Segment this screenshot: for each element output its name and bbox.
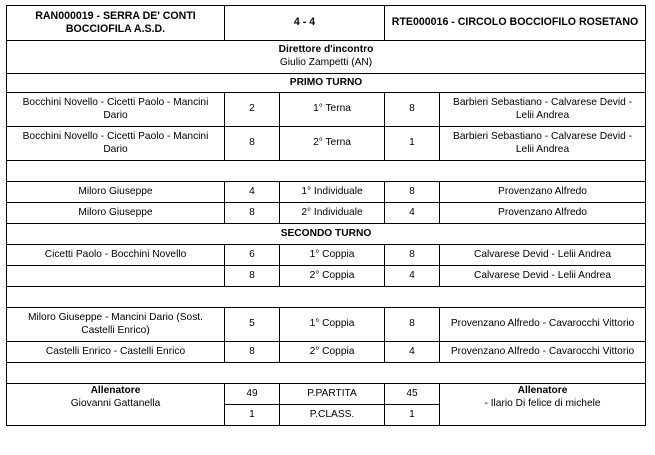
away-players: Calvarese Devid - Lelii Andrea: [440, 245, 646, 266]
second-turn-title: SECONDO TURNO: [7, 224, 646, 245]
footer-row-partita: [7, 384, 646, 405]
table-row: [7, 245, 646, 266]
home-coach-label: Allenatore: [90, 385, 141, 396]
table-row: [7, 93, 646, 127]
away-coach-label: Allenatore: [517, 385, 568, 396]
home-players: Miloro Giuseppe - Mancini Dario (Sost. Castelli Enrico): [7, 308, 225, 342]
away-players: Provenzano Alfredo: [440, 182, 646, 203]
away-team-name: RTE000016 - CIRCOLO BOCCIOFILO ROSETANO: [385, 6, 646, 41]
home-score: 2: [225, 93, 280, 127]
section-title-row: [7, 74, 646, 93]
away-score: 8: [385, 182, 440, 203]
spacer-cell: [7, 363, 646, 384]
away-score: 4: [385, 203, 440, 224]
director-label: Direttore d'incontro: [278, 44, 374, 56]
away-players: Provenzano Alfredo: [440, 203, 646, 224]
table-row: [7, 127, 646, 161]
partita-label: P.PARTITA: [280, 384, 385, 405]
away-partita-points: 45: [385, 384, 440, 405]
game-type: 1° Individuale: [280, 182, 385, 203]
match-score: 4 - 4: [225, 6, 385, 41]
away-players: Barbieri Sebastiano - Calvarese Devid - Lelii Andrea: [440, 127, 646, 161]
home-score: 6: [225, 245, 280, 266]
first-turn-title: PRIMO TURNO: [7, 74, 646, 93]
table-row: [7, 203, 646, 224]
game-type: 2° Coppia: [280, 266, 385, 287]
home-score: 5: [225, 308, 280, 342]
match-report-table: [6, 5, 646, 426]
game-type: 1° Terna: [280, 93, 385, 127]
director-row: [7, 41, 646, 74]
away-players: Provenzano Alfredo - Cavarocchi Vittorio: [440, 342, 646, 363]
home-players: Bocchini Novello - Cicetti Paolo - Mancini Dario: [7, 93, 225, 127]
home-players: Cicetti Paolo - Bocchini Novello: [7, 245, 225, 266]
game-type: 2° Coppia: [280, 342, 385, 363]
away-score: 4: [385, 342, 440, 363]
spacer-cell: [7, 287, 646, 308]
empty-row: [7, 363, 646, 384]
home-players: [7, 266, 225, 287]
home-score: 8: [225, 127, 280, 161]
game-type: 1° Coppia: [280, 308, 385, 342]
away-coach-cell: [440, 384, 646, 426]
home-players: Castelli Enrico - Castelli Enrico: [7, 342, 225, 363]
home-score: 8: [225, 203, 280, 224]
home-players: Miloro Giuseppe: [7, 203, 225, 224]
empty-row: [7, 287, 646, 308]
empty-row: [7, 161, 646, 182]
away-score: 8: [385, 308, 440, 342]
home-players: Miloro Giuseppe: [7, 182, 225, 203]
away-players: Provenzano Alfredo - Cavarocchi Vittorio: [440, 308, 646, 342]
director-cell: [7, 41, 646, 74]
director-name: Giulio Zampetti (AN): [279, 57, 373, 68]
away-players: Barbieri Sebastiano - Calvarese Devid - Lelii Andrea: [440, 93, 646, 127]
table-row: [7, 342, 646, 363]
home-score: 4: [225, 182, 280, 203]
home-partita-points: 49: [225, 384, 280, 405]
away-coach-name: - Ilario Di felice di michele: [484, 397, 601, 409]
table-row: [7, 182, 646, 203]
game-type: 2° Individuale: [280, 203, 385, 224]
section-title-row: [7, 224, 646, 245]
home-players: Bocchini Novello - Cicetti Paolo - Mancini Dario: [7, 127, 225, 161]
away-class-points: 1: [385, 405, 440, 426]
home-score: 8: [225, 342, 280, 363]
game-type: 2° Terna: [280, 127, 385, 161]
home-coach-cell: [7, 384, 225, 426]
away-score: 1: [385, 127, 440, 161]
home-team-name: RAN000019 - SERRA DE' CONTI BOCCIOFILA A.S.D.: [7, 6, 225, 41]
away-score: 8: [385, 245, 440, 266]
home-score: 8: [225, 266, 280, 287]
header-row: [7, 6, 646, 41]
away-score: 4: [385, 266, 440, 287]
class-label: P.CLASS.: [280, 405, 385, 426]
table-row: [7, 308, 646, 342]
home-coach-name: Giovanni Gattanella: [70, 397, 161, 409]
game-type: 1° Coppia: [280, 245, 385, 266]
away-score: 8: [385, 93, 440, 127]
home-class-points: 1: [225, 405, 280, 426]
away-players: Calvarese Devid - Lelii Andrea: [440, 266, 646, 287]
table-row: [7, 266, 646, 287]
spacer-cell: [7, 161, 646, 182]
